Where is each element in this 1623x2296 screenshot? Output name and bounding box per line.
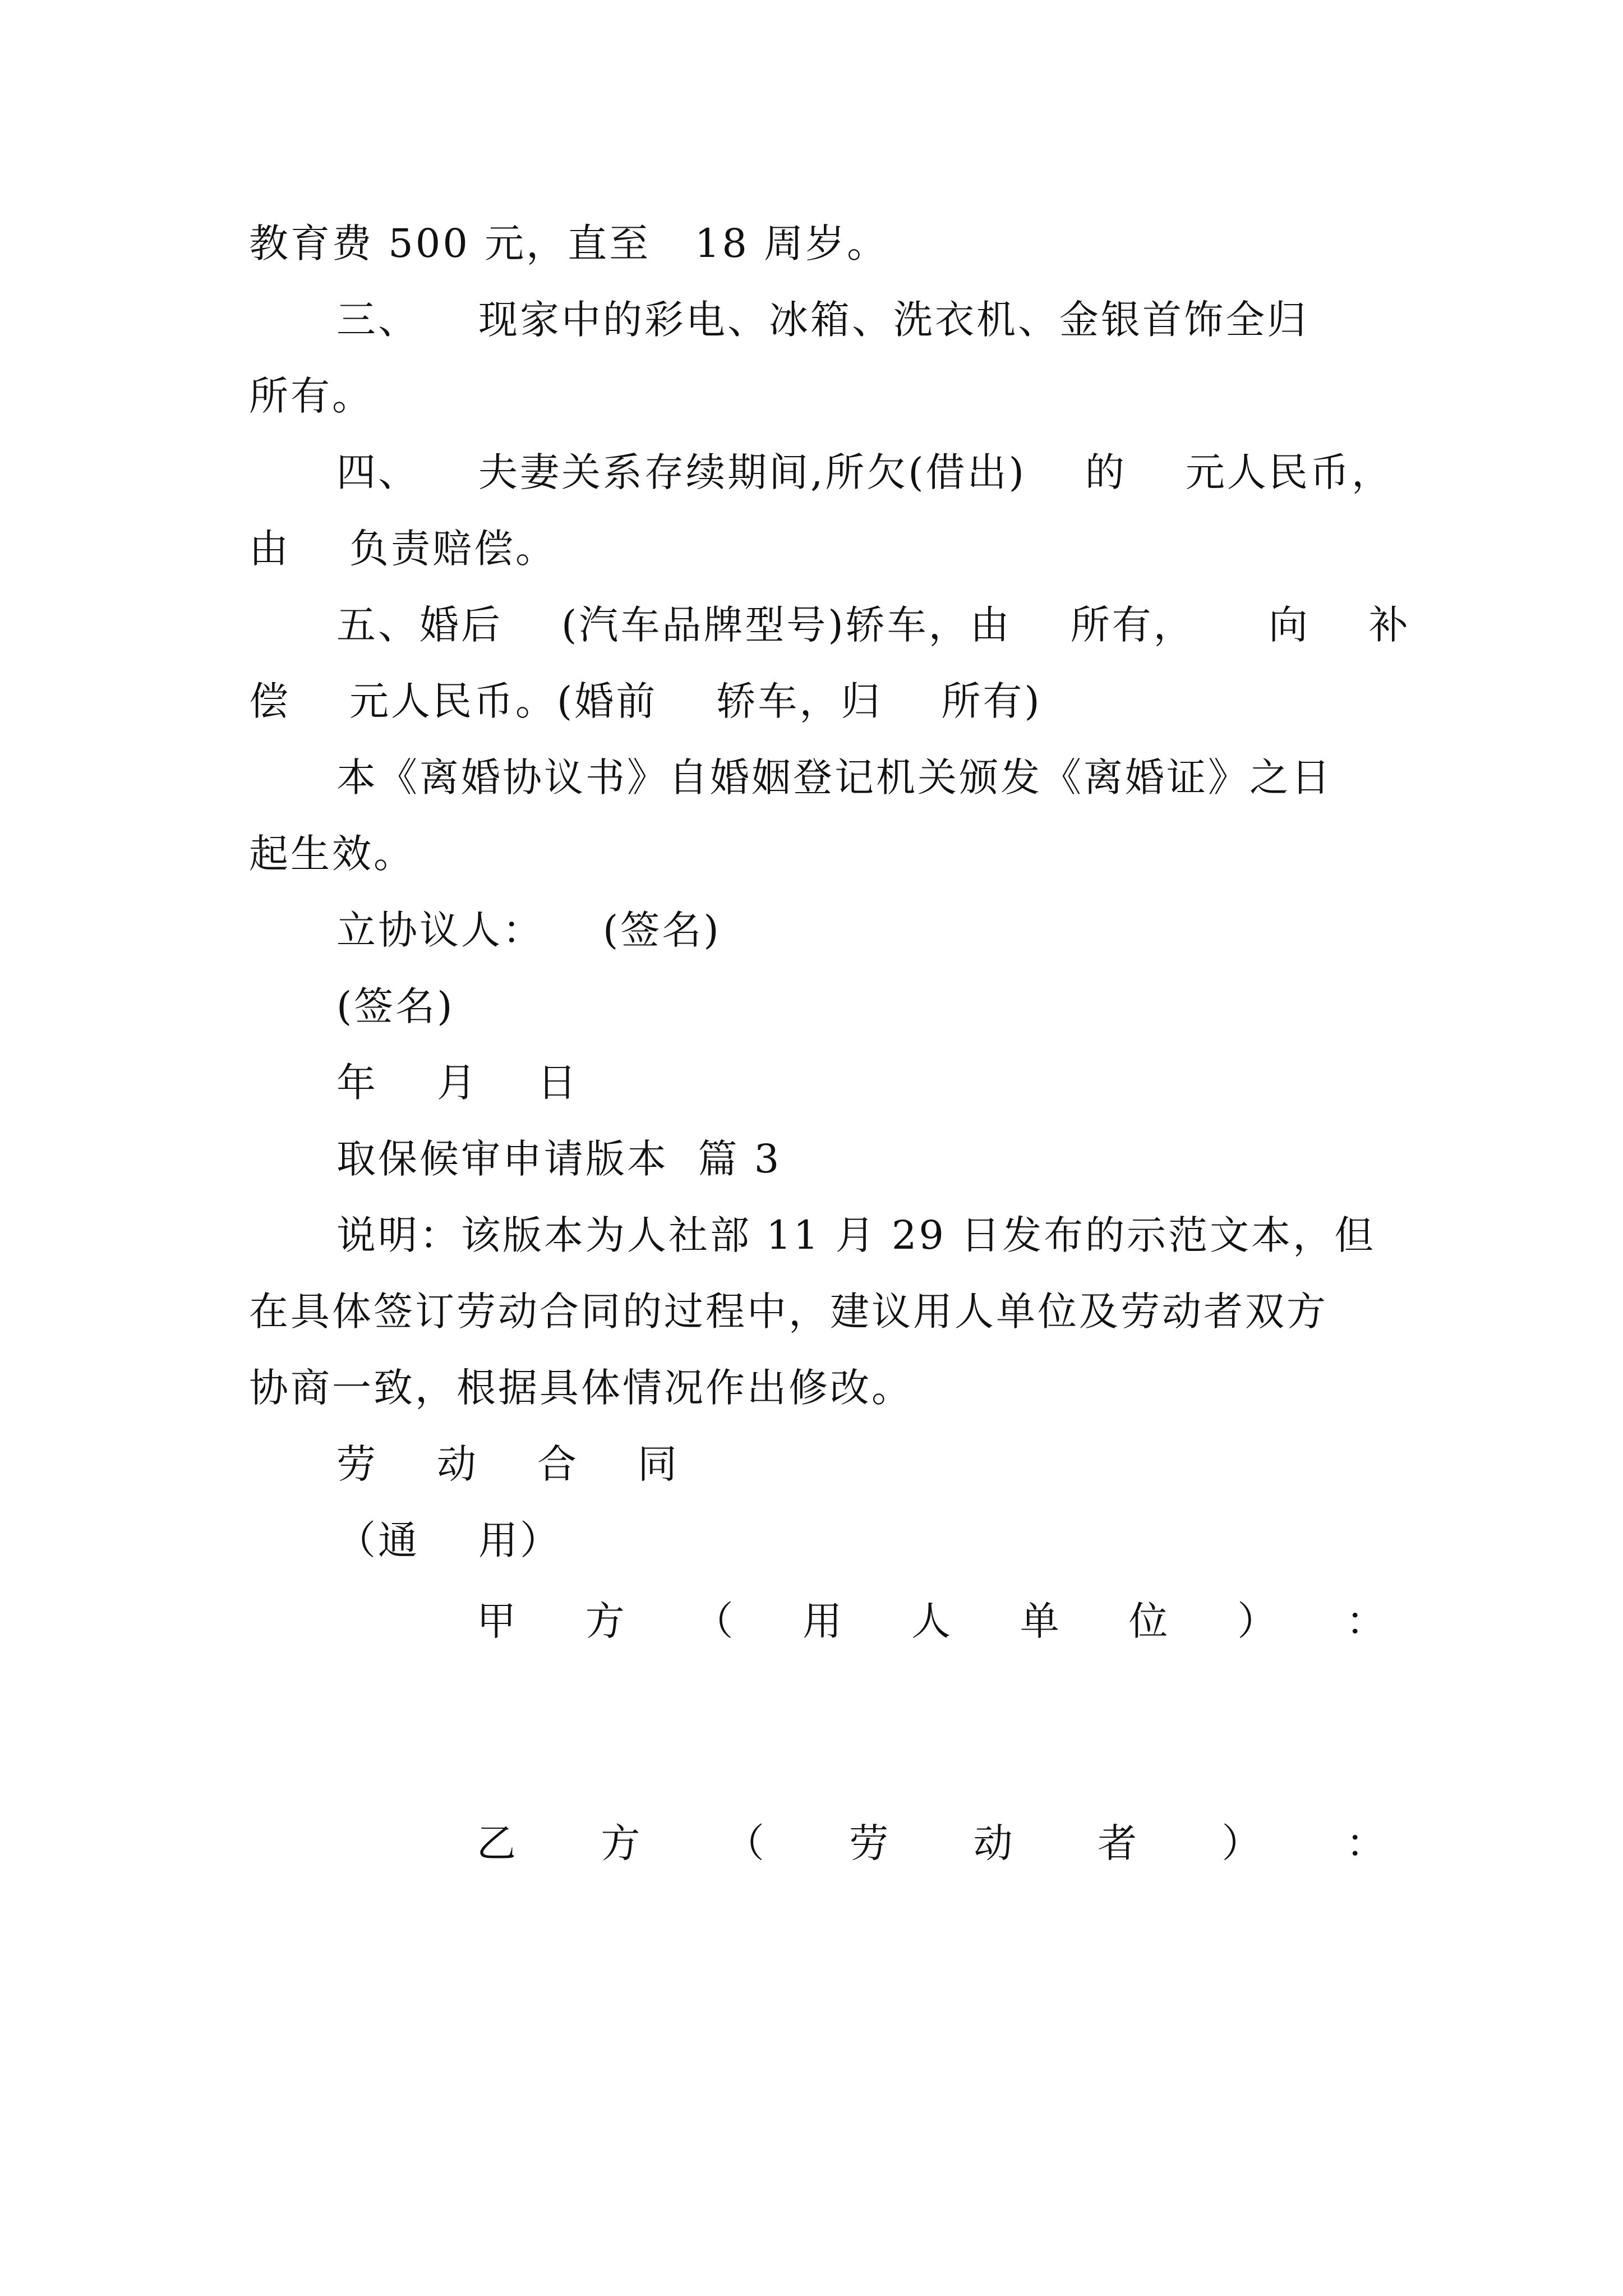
party-b-char: 劳: [849, 1820, 891, 1866]
party-b-char: 动: [973, 1820, 1015, 1866]
effective-clause-line-1: 本《离婚协议书》自婚姻登记机关颁发《离婚证》之日: [336, 754, 1332, 800]
signatory-line: 立协议人： (签名): [336, 907, 721, 953]
party-a-char: （: [694, 1598, 736, 1644]
party-a-char: 位: [1128, 1598, 1170, 1644]
clause-4-line-1: 四、 夫妻关系存续期间,所欠(借出) 的 元人民币，: [336, 449, 1393, 495]
note-line-1: 说明：该版本为人社部 11 月 29 日发布的示范文本，但: [336, 1212, 1376, 1258]
party-b-char: ：: [1345, 1820, 1387, 1866]
party-b-char: 方: [601, 1820, 643, 1866]
note-line-2: 在具体签订劳动合同的过程中，建议用人单位及劳动者双方: [249, 1289, 1328, 1335]
party-b-char: 乙: [477, 1820, 518, 1866]
contract-subtitle: （通 用）: [336, 1517, 562, 1563]
clause-5-line-1: 五、婚后 (汽车品牌型号)轿车，由 所有， 向 补: [336, 602, 1410, 648]
party-b-char: 者: [1098, 1820, 1140, 1866]
contract-title: 劳 动 合 同: [336, 1441, 680, 1487]
party-a-char: 甲: [477, 1598, 518, 1644]
signature-line: (签名): [336, 983, 455, 1029]
clause-5-line-2: 偿 元人民币。(婚前 轿车，归 所有): [249, 678, 1042, 724]
party-a-char: 用: [803, 1598, 845, 1644]
party-a-char: 单: [1020, 1598, 1062, 1644]
date-line: 年 月 日: [336, 1060, 579, 1106]
text-line-1: 教育费 500 元，直至 18 周岁。: [249, 220, 889, 266]
party-b-line: [477, 1815, 1387, 1871]
clause-3-line-2: 所有。: [249, 373, 374, 419]
effective-clause-line-2: 起生效。: [249, 831, 415, 877]
party-b-char: （: [725, 1820, 767, 1866]
party-a-char: ：: [1346, 1598, 1387, 1644]
party-a-char: 人: [911, 1598, 953, 1644]
party-a-line: [477, 1593, 1387, 1649]
section-heading: 取保候审申请版本 篇 3: [336, 1136, 782, 1182]
note-line-3: 协商一致，根据具体情况作出修改。: [249, 1365, 913, 1411]
party-a-char: ）: [1237, 1598, 1279, 1644]
party-a-char: 方: [585, 1598, 627, 1644]
clause-4-line-2: 由 负责赔偿。: [249, 526, 557, 572]
clause-3-line-1: 三、 现家中的彩电、冰箱、洗衣机、金银首饰全归: [336, 297, 1309, 343]
party-b-char: ）: [1221, 1820, 1264, 1866]
